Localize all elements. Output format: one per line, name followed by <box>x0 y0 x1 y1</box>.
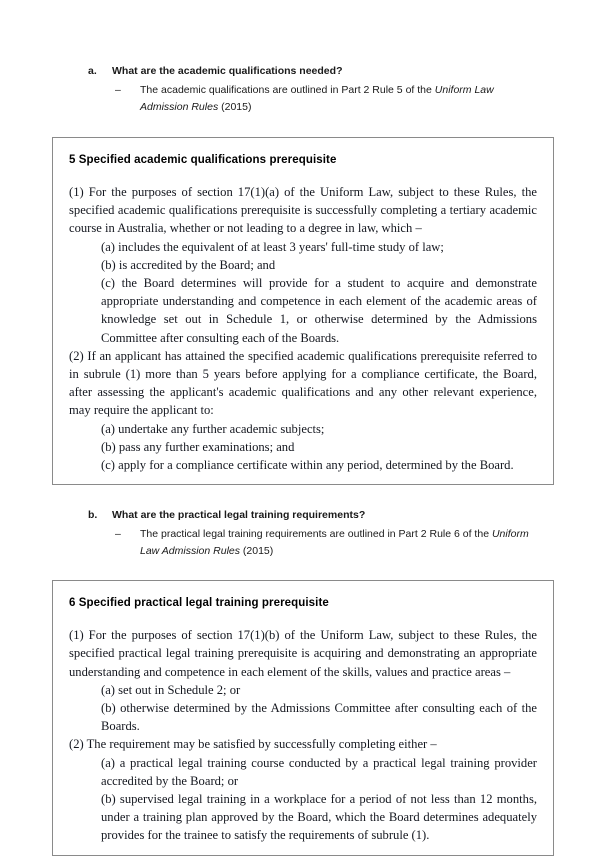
question-text-b: What are the practical legal training requirements? <box>112 509 366 522</box>
rule-subitem: (b) supervised legal training in a workplace for a period of not less than 12 months, under a training plan approved by the Board, which the Board determines adequately provides for the trainee to satisfy the requirements of subrule (1). <box>101 792 537 843</box>
answer-text-a <box>140 82 532 116</box>
rule-subitem: (a) a practical legal training course conducted by a practical legal training provider accredited by the Board; or <box>101 755 537 788</box>
rule-subitem: (a) includes the equivalent of at least 3 years' full-time study of law; <box>101 239 444 254</box>
list-marker-a: a. <box>88 65 97 77</box>
answer-citation-a: Uniform Law Admission Rules <box>140 84 494 113</box>
qa-block-a <box>34 63 570 116</box>
answer-text-b <box>140 526 532 560</box>
answer-item-b <box>115 526 570 560</box>
rule-body-6 <box>69 626 537 844</box>
rule-box-5 <box>52 137 554 485</box>
dash-bullet-icon: – <box>115 84 121 96</box>
rule-paragraph: (2) The requirement may be satisfied by successfully completing either – <box>69 737 437 752</box>
rule-paragraph: (2) If an applicant has attained the specified academic qualifications prerequisite referred to in subrule (1) more than 5 years before applying for a compliance certificate, the Board, after assessing the applicant's academic qualifications and any other relevant experience, may require the applicant to: <box>69 348 537 418</box>
rule-subitem: (c) apply for a compliance certificate within any period, determined by the Board. <box>101 458 514 473</box>
answer-prefix-b: The practical legal training requirements are outlined in Part 2 Rule 6 of the <box>140 528 492 541</box>
question-text-a: What are the academic qualifications needed? <box>112 65 343 77</box>
rule-subitem: (a) set out in Schedule 2; or <box>101 682 241 697</box>
rule-subitem: (b) otherwise determined by the Admissions Committee after consulting each of the Boards. <box>101 701 537 734</box>
rule-subitem: (a) undertake any further academic subjects; <box>101 421 325 436</box>
rule-subitem: (c) the Board determines will provide for a student to acquire and demonstrate appropriate understanding and competence in each element of the academic areas of knowledge set out in Schedule 1, or otherwise determined by the Admissions Committee after consulting each of the Boards. <box>101 276 537 345</box>
answer-prefix-a: The academic qualifications are outlined in Part 2 Rule 5 of the <box>140 84 435 96</box>
rule-paragraph: (1) For the purposes of section 17(1)(a) of the Uniform Law, subject to these Rules, the specified academic qualifications prerequisite is successfully completing a tertiary academic course in Australia, whether or not leading to a degree in law, which – <box>69 185 537 236</box>
qa-block-b <box>34 507 570 560</box>
rule-subitem: (b) pass any further examinations; and <box>101 439 295 454</box>
question-heading-b <box>88 507 570 523</box>
answer-item-a <box>115 82 570 116</box>
answer-citation-b: Uniform Law Admission Rules <box>140 528 529 558</box>
rule-body-5 <box>69 183 537 474</box>
rule-subitem: (b) is accredited by the Board; and <box>101 257 276 272</box>
question-heading-a <box>88 63 570 79</box>
dash-bullet-icon: – <box>115 528 121 541</box>
rule-paragraph: (1) For the purposes of section 17(1)(b) of the Uniform Law, subject to these Rules, the specified practical legal training prerequisite is acquiring and demonstrating an appropriate understanding and competence in each element of the skills, values and practice areas – <box>69 628 537 679</box>
list-marker-b: b. <box>88 509 98 522</box>
answer-suffix-a: (2015) <box>218 101 252 113</box>
rule-box-6 <box>52 580 554 855</box>
rule-heading-5: 5 Specified academic qualifications prerequisite <box>69 154 337 166</box>
rule-heading-6: 6 Specified practical legal training prerequisite <box>69 597 329 610</box>
answer-suffix-b: (2015) <box>240 545 274 558</box>
